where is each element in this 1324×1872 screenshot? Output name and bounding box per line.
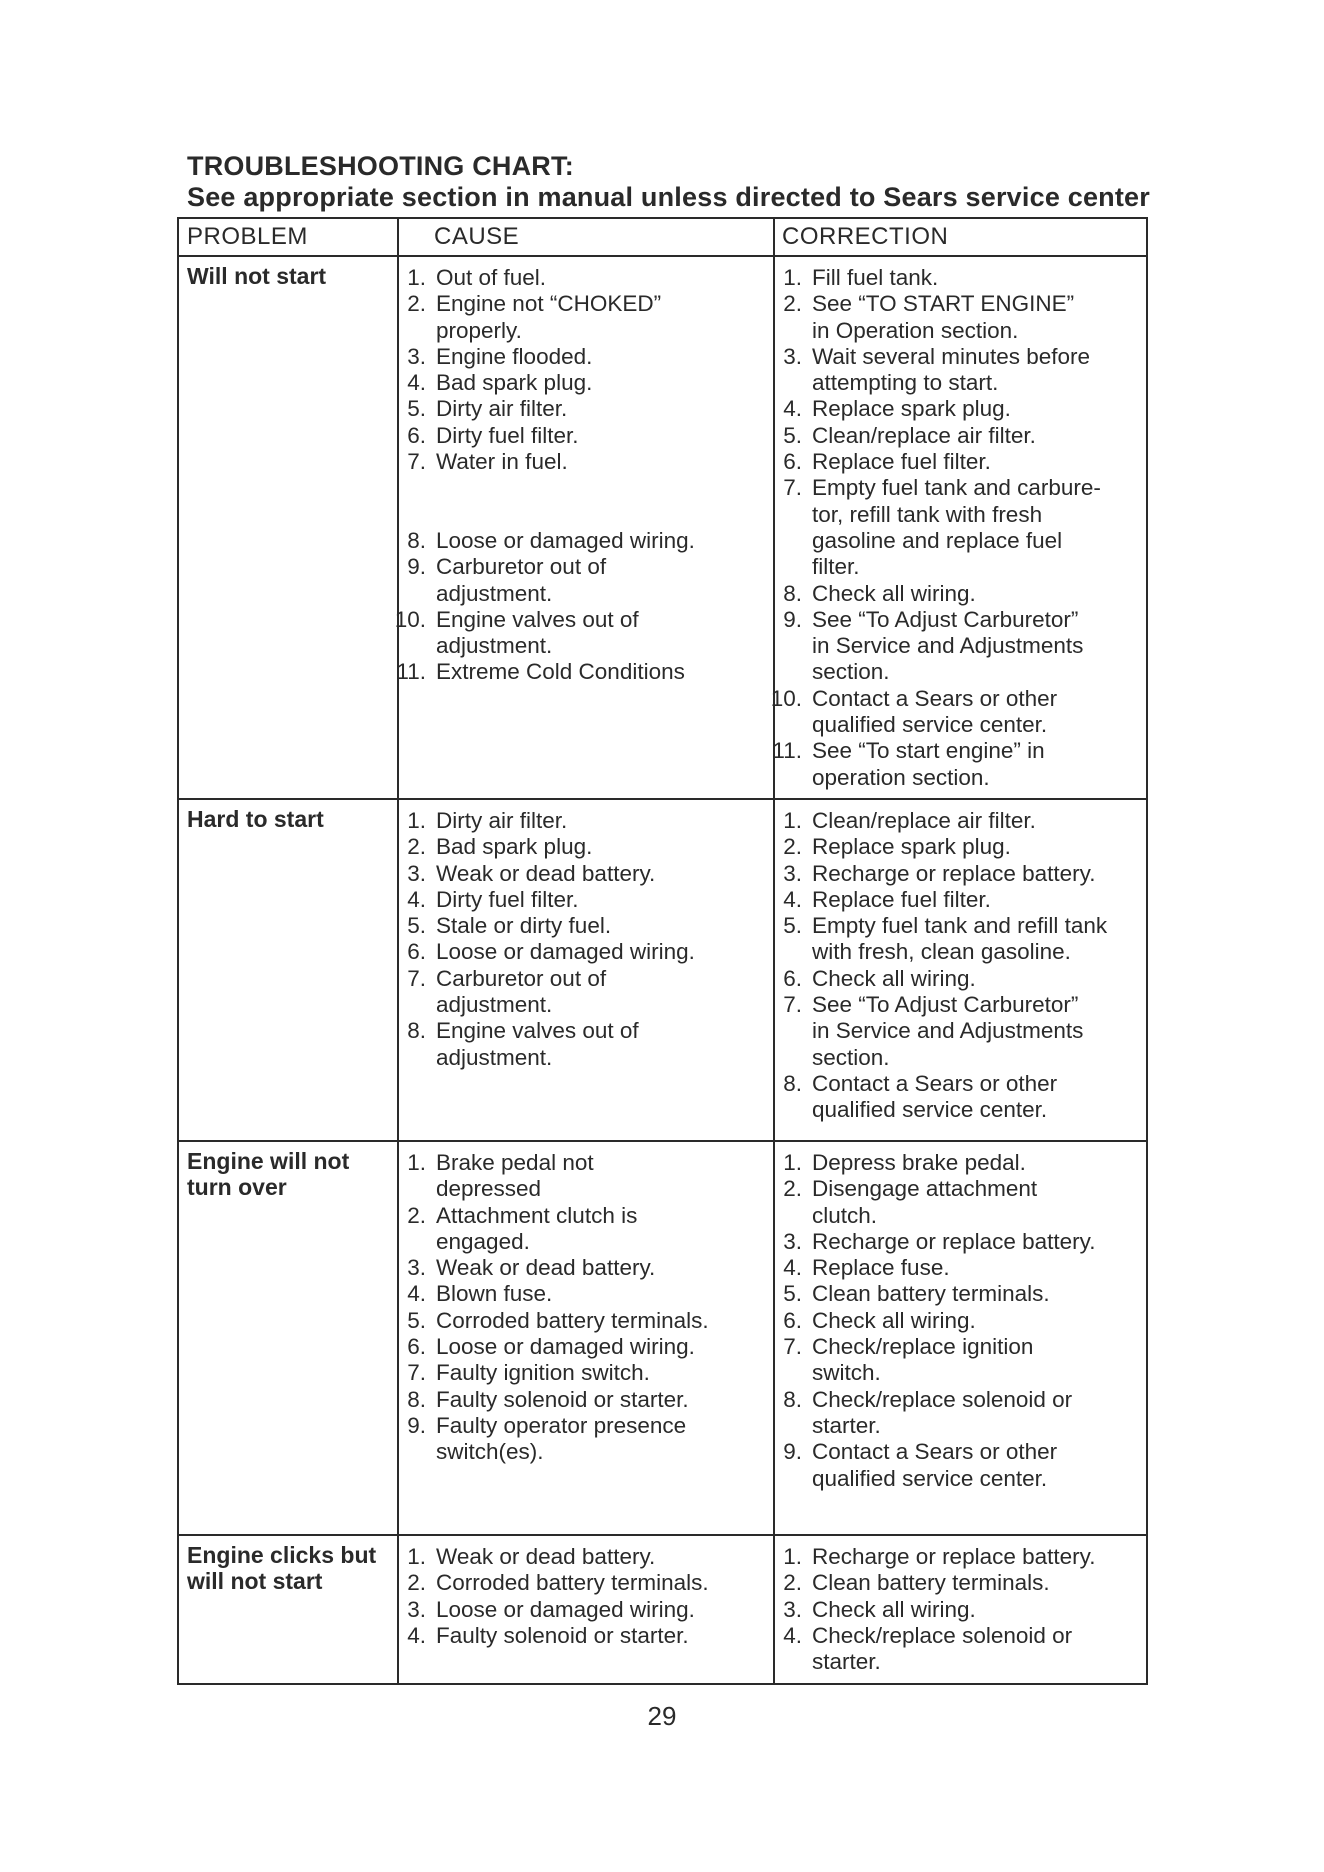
item-text: Bad spark plug. <box>436 834 593 860</box>
correction-item <box>762 581 1147 607</box>
cause-item <box>386 1413 761 1466</box>
correction-item <box>762 686 1147 739</box>
item-text: See “TO START ENGINE” in Operation section. <box>812 291 1075 343</box>
cause-item <box>386 1623 761 1649</box>
item-text: Replace fuse. <box>812 1255 950 1281</box>
item-number: 6. <box>783 449 802 475</box>
cause-item <box>386 1544 761 1570</box>
cause-list <box>386 265 761 686</box>
item-text: Water in fuel. <box>436 449 568 475</box>
cause-item <box>386 423 761 449</box>
cause-item <box>386 966 761 1019</box>
item-text: Empty fuel tank and carbure- tor, refill tank with fresh gasoline and replace fuel filter. <box>812 475 1101 580</box>
cause-item <box>386 1597 761 1623</box>
correction-item <box>762 1334 1147 1387</box>
item-text: Weak or dead battery. <box>436 1255 656 1281</box>
item-text: Check/replace solenoid or starter. <box>812 1622 1073 1675</box>
correction-list <box>762 808 1147 1124</box>
item-number: 2. <box>783 1176 802 1202</box>
problem-section <box>179 1536 1146 1685</box>
correction-item <box>762 992 1147 1071</box>
correction-item <box>762 808 1147 834</box>
item-number: 8. <box>783 1070 802 1096</box>
item-number: 3. <box>783 860 802 886</box>
item-text: Recharge or replace battery. <box>812 860 1096 886</box>
cause-list <box>386 808 761 1071</box>
correction-item <box>762 861 1147 887</box>
item-text: Replace spark plug. <box>812 396 1011 422</box>
item-number: 8. <box>407 1386 426 1412</box>
item-text: Clean/replace air filter. <box>812 422 1036 448</box>
item-text: Blown fuse. <box>436 1281 553 1307</box>
item-number: 7. <box>783 992 802 1018</box>
correction-item <box>762 913 1147 966</box>
item-text: Clean battery terminals. <box>812 1570 1050 1596</box>
item-text: Loose or damaged wiring. <box>436 1596 695 1622</box>
chart-title: TROUBLESHOOTING CHART: <box>187 151 574 181</box>
item-text: Replace fuel filter. <box>812 886 991 912</box>
item-text: Loose or damaged wiring. <box>436 527 695 553</box>
item-text: Contact a Sears or other qualified service center. <box>812 685 1058 738</box>
item-number: 6. <box>407 939 426 965</box>
correction-item <box>762 834 1147 860</box>
item-number: 3. <box>783 1228 802 1254</box>
cause-item <box>386 1203 761 1256</box>
troubleshooting-table <box>177 217 1148 1685</box>
item-number: 4. <box>407 886 426 912</box>
item-text: Disengage attachment clutch. <box>812 1176 1038 1228</box>
problem-label: Hard to start <box>187 806 324 832</box>
item-text: Check all wiring. <box>812 965 976 991</box>
item-number: 1. <box>407 1150 426 1175</box>
item-number: 5. <box>783 1281 802 1307</box>
item-text: Dirty fuel filter. <box>436 886 579 912</box>
item-number: 1. <box>407 808 426 833</box>
item-text: Clean/replace air filter. <box>812 808 1036 833</box>
item-text: Dirty fuel filter. <box>436 422 579 448</box>
item-number: 9. <box>407 1412 426 1438</box>
cause-list <box>386 1150 761 1466</box>
correction-item <box>762 607 1147 686</box>
correction-item <box>762 1229 1147 1255</box>
header-problem: PROBLEM <box>187 223 308 250</box>
item-number: 8. <box>407 1018 426 1044</box>
item-text: Extreme Cold Conditions <box>436 659 685 685</box>
item-number: 7. <box>783 1334 802 1360</box>
item-number: 7. <box>783 475 802 501</box>
cause-item <box>386 808 761 834</box>
item-text: Check/replace ignition switch. <box>812 1334 1034 1386</box>
item-text: Dirty air filter. <box>436 808 568 833</box>
item-number: 10. <box>394 606 426 632</box>
item-text: Loose or damaged wiring. <box>436 939 695 965</box>
item-number: 3. <box>783 1596 802 1622</box>
correction-item <box>762 1150 1147 1176</box>
cause-item <box>386 449 761 528</box>
correction-item <box>762 396 1147 422</box>
item-number: 2. <box>407 1202 426 1228</box>
item-text: Weak or dead battery. <box>436 860 656 886</box>
item-text: Engine valves out of adjustment. <box>436 1018 639 1070</box>
correction-item <box>762 738 1147 791</box>
item-number: 1. <box>783 1150 802 1175</box>
item-number: 3. <box>783 343 802 369</box>
item-number: 8. <box>783 580 802 606</box>
correction-item <box>762 1544 1147 1570</box>
item-text: Check all wiring. <box>812 580 976 606</box>
cause-item <box>386 370 761 396</box>
item-text: Fill fuel tank. <box>812 265 939 290</box>
item-text: Attachment clutch is engaged. <box>436 1202 638 1254</box>
item-number: 6. <box>783 965 802 991</box>
item-number: 7. <box>407 1360 426 1386</box>
item-text: Faulty ignition switch. <box>436 1360 650 1386</box>
correction-list <box>762 1544 1147 1675</box>
item-number: 9. <box>783 606 802 632</box>
item-number: 2. <box>783 1570 802 1596</box>
cause-item <box>386 1150 761 1203</box>
item-text: Engine flooded. <box>436 343 593 369</box>
row-divider <box>179 1534 1146 1536</box>
problem-label: Engine clicks but will not start <box>187 1542 377 1594</box>
header-correction: CORRECTION <box>782 223 949 250</box>
item-number: 9. <box>783 1439 802 1465</box>
correction-list <box>762 265 1147 791</box>
item-text: Faulty operator presence switch(es). <box>436 1412 687 1465</box>
problem-label: Engine will not turn over <box>187 1148 350 1200</box>
item-text: Empty fuel tank and refill tank with fresh, clean gasoline. <box>812 913 1108 965</box>
item-number: 5. <box>783 913 802 939</box>
item-number: 8. <box>783 1386 802 1412</box>
cause-item <box>386 1308 761 1334</box>
cause-list <box>386 1544 761 1649</box>
header-cause: CAUSE <box>434 223 520 250</box>
item-text: Recharge or replace battery. <box>812 1228 1096 1254</box>
item-number: 5. <box>783 422 802 448</box>
correction-item <box>762 966 1147 992</box>
item-number: 10. <box>770 685 802 711</box>
problem-section <box>179 257 1146 800</box>
item-text: Stale or dirty fuel. <box>436 913 612 939</box>
item-number: 9. <box>407 554 426 580</box>
correction-item <box>762 449 1147 475</box>
item-number: 4. <box>783 1255 802 1281</box>
row-divider <box>179 1140 1146 1142</box>
cause-item <box>386 913 761 939</box>
cause-item <box>386 265 761 291</box>
correction-item <box>762 1071 1147 1124</box>
correction-list <box>762 1150 1147 1492</box>
correction-item <box>762 475 1147 580</box>
problem-section <box>179 1142 1146 1536</box>
item-number: 11. <box>772 738 802 764</box>
item-number: 3. <box>407 860 426 886</box>
cause-item <box>386 607 761 660</box>
cause-item <box>386 1334 761 1360</box>
item-text: Loose or damaged wiring. <box>436 1334 695 1360</box>
correction-item <box>762 1176 1147 1229</box>
item-text: Faulty solenoid or starter. <box>436 1386 689 1412</box>
chart-subtitle: See appropriate section in manual unless directed to Sears service center <box>187 182 1150 212</box>
cause-item <box>386 887 761 913</box>
correction-item <box>762 1281 1147 1307</box>
item-number: 5. <box>407 396 426 422</box>
item-text: Check all wiring. <box>812 1307 976 1333</box>
correction-item <box>762 291 1147 344</box>
item-number: 1. <box>783 265 802 290</box>
cause-item <box>386 1281 761 1307</box>
item-text: Bad spark plug. <box>436 370 593 396</box>
item-text: Check all wiring. <box>812 1596 976 1622</box>
item-number: 2. <box>407 291 426 317</box>
cause-item <box>386 1018 761 1071</box>
cause-item <box>386 554 761 607</box>
item-number: 5. <box>407 1307 426 1333</box>
item-text: Replace fuel filter. <box>812 449 991 475</box>
correction-item <box>762 265 1147 291</box>
item-text: Engine valves out of adjustment. <box>436 606 639 659</box>
cause-item <box>386 1255 761 1281</box>
item-text: Wait several minutes before attempting to start. <box>812 343 1091 396</box>
item-number: 3. <box>407 343 426 369</box>
item-text: Brake pedal not depressed <box>436 1150 594 1202</box>
problem-section <box>179 800 1146 1142</box>
item-number: 2. <box>407 834 426 860</box>
correction-item <box>762 1623 1147 1676</box>
item-number: 4. <box>783 1622 802 1648</box>
item-text: Corroded battery terminals. <box>436 1570 709 1596</box>
item-number: 1. <box>783 1544 802 1569</box>
item-number: 8. <box>407 527 426 553</box>
item-text: Carburetor out of adjustment. <box>436 554 607 606</box>
item-number: 3. <box>407 1255 426 1281</box>
item-number: 5. <box>407 913 426 939</box>
item-text: Faulty solenoid or starter. <box>436 1622 689 1648</box>
item-number: 1. <box>407 1544 426 1569</box>
cause-item <box>386 344 761 370</box>
item-text: Check/replace solenoid or starter. <box>812 1386 1073 1438</box>
item-text: See “To start engine” in operation section. <box>812 738 1045 790</box>
item-number: 2. <box>783 834 802 860</box>
cause-item <box>386 834 761 860</box>
item-number: 1. <box>407 265 426 290</box>
item-text: Recharge or replace battery. <box>812 1544 1096 1569</box>
item-text: Depress brake pedal. <box>812 1150 1026 1175</box>
correction-item <box>762 887 1147 913</box>
item-number: 4. <box>407 1281 426 1307</box>
correction-item <box>762 1255 1147 1281</box>
cause-item <box>386 1570 761 1596</box>
item-text: Contact a Sears or other qualified service center. <box>812 1439 1058 1491</box>
correction-item <box>762 423 1147 449</box>
item-number: 6. <box>407 1334 426 1360</box>
item-text: Dirty air filter. <box>436 396 568 422</box>
item-text: Engine not “CHOKED” properly. <box>436 291 662 343</box>
item-number: 7. <box>407 449 426 475</box>
item-text: Out of fuel. <box>436 265 547 290</box>
item-text: Carburetor out of adjustment. <box>436 965 607 1018</box>
cause-item <box>386 659 761 685</box>
correction-item <box>762 1387 1147 1440</box>
item-number: 11. <box>396 659 426 685</box>
cause-item <box>386 291 761 344</box>
item-text: Replace spark plug. <box>812 834 1011 860</box>
item-number: 4. <box>783 396 802 422</box>
cause-item <box>386 1387 761 1413</box>
row-divider <box>179 798 1146 800</box>
item-number: 2. <box>407 1570 426 1596</box>
cause-item <box>386 528 761 554</box>
item-number: 4. <box>407 370 426 396</box>
page-number: 29 <box>647 1701 677 1731</box>
item-number: 4. <box>783 886 802 912</box>
item-number: 1. <box>783 808 802 833</box>
item-number: 7. <box>407 965 426 991</box>
cause-item <box>386 1360 761 1386</box>
correction-item <box>762 1597 1147 1623</box>
cause-item <box>386 396 761 422</box>
correction-item <box>762 1439 1147 1492</box>
item-text: Corroded battery terminals. <box>436 1307 709 1333</box>
item-number: 6. <box>783 1307 802 1333</box>
correction-item <box>762 1570 1147 1596</box>
cause-item <box>386 861 761 887</box>
correction-item <box>762 1308 1147 1334</box>
item-text: See “To Adjust Carburetor” in Service and Adjustments section. <box>812 606 1084 685</box>
item-text: Weak or dead battery. <box>436 1544 656 1569</box>
item-number: 2. <box>783 291 802 317</box>
problem-label: Will not start <box>187 263 327 289</box>
correction-item <box>762 344 1147 397</box>
item-text: See “To Adjust Carburetor” in Service and Adjustments section. <box>812 992 1084 1070</box>
item-text: Clean battery terminals. <box>812 1281 1050 1307</box>
cause-item <box>386 939 761 965</box>
item-number: 6. <box>407 422 426 448</box>
item-text: Contact a Sears or other qualified service center. <box>812 1070 1058 1123</box>
item-number: 4. <box>407 1622 426 1648</box>
item-number: 3. <box>407 1596 426 1622</box>
